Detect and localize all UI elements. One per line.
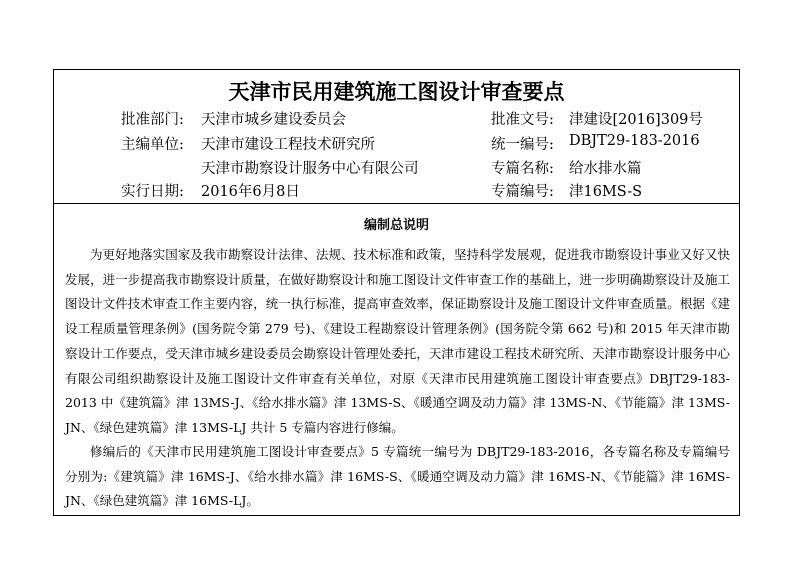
unified-no-value: DBJT29-183-2016	[569, 133, 700, 149]
impl-date-label: 实行日期:	[121, 184, 184, 200]
body-paragraph-2: 修编后的《天津市民用建筑施工图设计审查要点》5 专篇统一编号为 DBJT29-183-2016，各专篇名称及专篇编号分别为:《建筑篇》津 16MS-J、《给水排水篇》津 16MS-S、《暖通空调及动力篇》津 16MS-N、《节能篇》津 16MS-JN、《绿色建筑篇》津 16MS-LJ。	[65, 444, 730, 509]
unified-no-label: 统一编号:	[491, 137, 554, 153]
section-title: 编制总说明	[363, 218, 429, 233]
editor-label: 主编单位:	[121, 137, 184, 153]
special-no-label: 专篇编号:	[491, 184, 554, 200]
editor-value-1: 天津市建设工程技术研究所	[201, 137, 375, 153]
approval-dept-label: 批准部门:	[121, 112, 184, 128]
approval-dept-value: 天津市城乡建设委员会	[201, 112, 346, 128]
approval-doc-label: 批准文号:	[491, 112, 554, 128]
document-title: 天津市民用建筑施工图设计审查要点	[228, 80, 565, 104]
document-frame	[53, 69, 740, 516]
body-paragraph-1: 为更好地落实国家及我市勘察设计法律、法规、技术标准和政策，坚持科学发展观，促进我市勘察设计事业又好又快发展，进一步提高我市勘察设计质量，在做好勘察设计和施工图设计文件审查工作的基础上，进一步明确勘察设计及施工图设计文件技术审查工作主要内容，统一执行标准，提高审查效率，保证勘察设计及施工图设计文件审查质量。根据《建设工程质量管理条例》(国务院令第 279 号)、《建设工程勘察设计管理条例》(国务院令第 662 号)和 2015 年天津市勘察设计工作要点，受天津市城乡建设委员会勘察设计管理处委托，天津市建设工程技术研究所、天津市勘察设计服务中心有限公司组织勘察设计及施工图设计文件审查有关单位，对原《天津市民用建筑施工图设计审查要点》DBJT29-183-2013 中《建筑篇》津 13MS-J、《给水排水篇》津 13MS-S、《暖通空调及动力篇》津 13MS-N、《节能篇》津 13MS-JN、《绿色建筑篇》津 13MS-LJ 共计 5 专篇内容进行修编。	[65, 247, 730, 435]
special-name-value: 给水排水篇	[569, 161, 642, 177]
editor-value-2: 天津市勘察设计服务中心有限公司	[201, 161, 419, 177]
impl-date-value: 2016年6月8日	[201, 184, 300, 200]
special-no-value: 津16MS-S	[569, 184, 643, 200]
approval-doc-value: 津建设[2016]309号	[569, 112, 703, 128]
special-name-label: 专篇名称:	[491, 161, 554, 177]
header-divider	[54, 203, 739, 204]
